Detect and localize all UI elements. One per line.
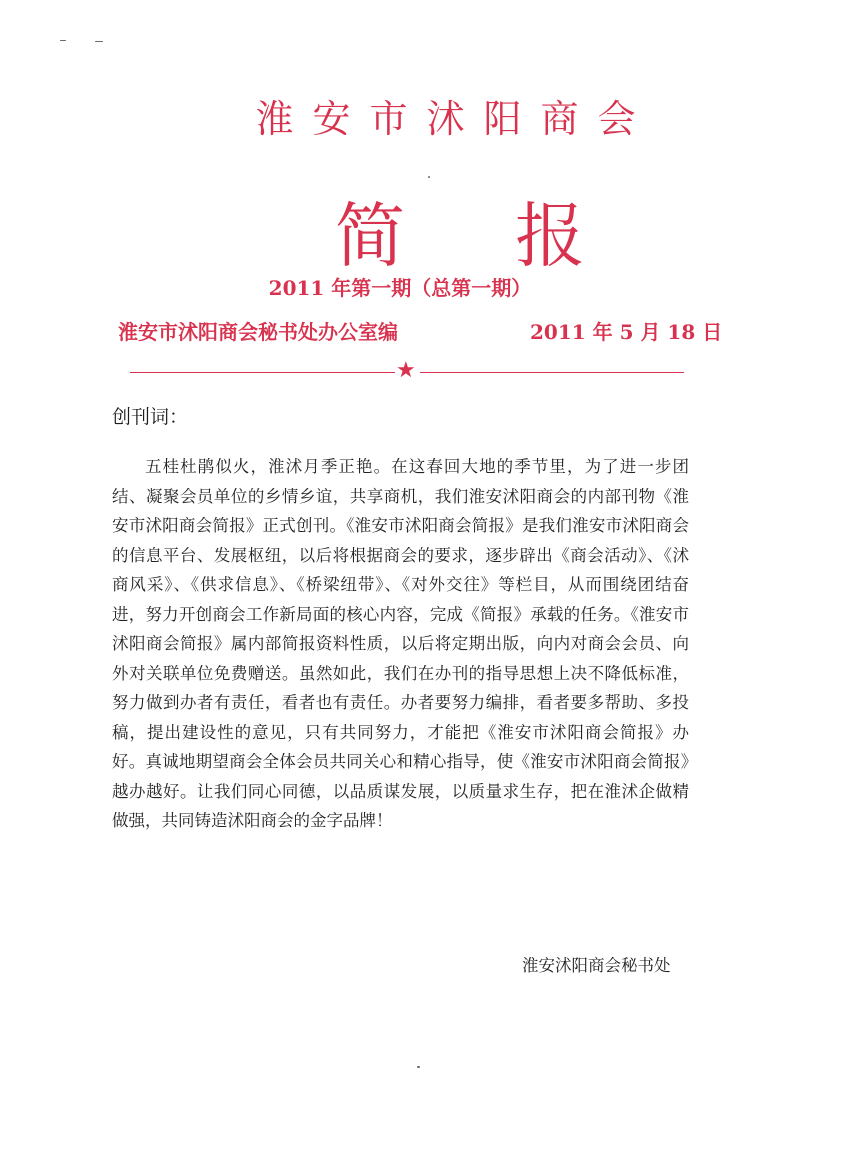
divider-line-right	[420, 372, 684, 373]
scan-speck	[95, 41, 103, 42]
publish-date: 2011 年 5 月 18 日	[530, 320, 723, 344]
foreword-heading: 创刊词：	[112, 406, 189, 428]
star-icon: ★	[396, 358, 416, 383]
issue-number: 2011 年第一期（总第一期）	[268, 276, 532, 300]
editor-office: 淮安市沭阳商会秘书处办公室编	[118, 320, 398, 344]
organization-title: 淮安市沭阳商会	[255, 97, 655, 141]
scan-speck	[428, 176, 430, 178]
bulletin-title: 简报	[335, 195, 695, 277]
foreword-body: 五桂杜鹃似火，淮沭月季正艳。在这春回大地的季节里，为了进一步团结、凝聚会员单位的乡情乡谊，共享商机，我们淮安沭阳商会的内部刊物《淮安市沭阳商会简报》正式创刊。《淮安市沭阳商会简报》是我们淮安市沭阳商会的信息平台、发展枢纽，以后将根据商会的要求，逐步辟出《商会活动》、《沭商风采》、《供求信息》、《桥梁纽带》、《对外交往》等栏目，从而围绕团结奋进，努力开创商会工作新局面的核心内容，完成《简报》承载的任务。《淮安市沭阳商会简报》属内部简报资料性质，以后将定期出版，向内对商会会员、向外对关联单位免费赠送。虽然如此，我们在办刊的指导思想上决不降低标准，努力做到办者有责任，看者也有责任。办者要努力编排，看者要多帮助、多投稿，提出建设性的意见，只有共同努力，才能把《淮安市沭阳商会简报》办好。真诚地期望商会全体会员共同关心和精心指导，使《淮安市沭阳商会简报》越办越好。让我们同心同德，以品质谋发展，以质量求生存，把在淮沭企做精做强，共同铸造沭阳商会的金字品牌！	[112, 457, 689, 830]
scan-speck	[417, 1066, 420, 1068]
scan-speck	[60, 40, 66, 41]
divider-line-left	[130, 372, 395, 373]
signature: 淮安沭阳商会秘书处	[522, 956, 671, 975]
